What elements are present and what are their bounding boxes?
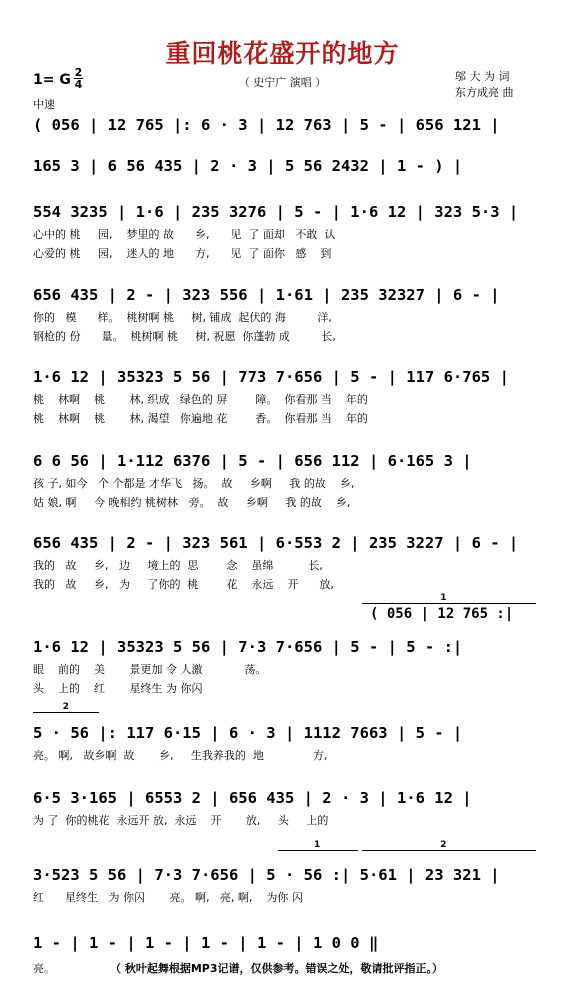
score-row-12 [33,930,537,956]
lyric-verse-1: 眼 前的 美 景更加 令 人激 荡。 [33,663,267,676]
score-row-11 [33,862,537,907]
notation-line: 656 435 | 2 - | 323 556 | 1·61 | 235 32327 | 6 - | [33,286,500,304]
time-top: 2 [74,66,83,79]
lyric-verse-2: 头 上的 红 星终生 为 你闪 [33,682,203,695]
volta-bracket-3 [278,840,358,857]
notation-line: 165 3 | 6 56 435 | 2 · 3 | 5 56 2432 | 1 - ) | [33,157,463,175]
volta-label: 1 [440,593,447,603]
score-row-8 [33,634,537,698]
volta-bracket-2 [33,702,99,719]
transcriber-footnote: （ 秋叶起舞根据MP3记谱，仅供参考。错误之处，敬请批评指正。） [110,962,443,975]
score-row-10 [33,785,537,830]
notation-line: 3·523 5 56 | 7·3 7·656 | 5 · 56 :| 5·61 | 23 321 | [33,866,500,884]
volta-label: 2 [62,702,69,712]
notation-line: 6 6 56 | 1·112 6376 | 5 - | 656 112 | 6·165 3 | [33,452,472,470]
score-row-1 [33,112,537,138]
score-row-6 [33,448,537,512]
lyric-verse-1: 孩 子, 如今 个 个都是 才华飞 扬。 故 乡啊 我 的故 乡, [33,477,355,490]
notation-line: 554 3235 | 1·6 | 235 3276 | 5 - | 1·6 12 | 323 5·3 | [33,203,519,221]
score-row-9 [33,720,537,765]
lyric-verse-1: 心中的 桃 园, 梦里的 故 乡, 见 了 面却 不敢 认 [33,228,336,241]
lyric-verse-1: 为 了 你的桃花 永远开 放, 永远 开 放, 头 上的 [33,814,329,827]
lyric-verse-1: 你的 模 样。 桃树啊 桃 树, 铺成 起伏的 海 洋, [33,311,332,324]
notation-line: 6·5 3·165 | 6553 2 | 656 435 | 2 · 3 | 1·6 12 | [33,789,472,807]
lyric-verse-1: 红 星终生 为 你闪 亮。 啊, 亮, 啊, 为你 闪 [33,891,303,904]
lyric-verse-2: 姑 娘, 啊 今 晚相约 桃树林 旁。 故 乡啊 我 的故 乡, [33,496,351,509]
final-lyric: 亮。 [33,962,55,975]
lyric-verse-2: 我的 故 乡, 为 了你的 桃 花 永远 开 放, [33,578,334,591]
lyricist-credit: 邬 大 为 词 [455,70,510,83]
notation-line: 656 435 | 2 - | 323 561 | 6·553 2 | 235 3227 | 6 - | [33,534,519,552]
lyric-verse-1: 亮。 啊, 故乡啊 故 乡, 生我养我的 地 方, [33,749,328,762]
key-signature: 1= G [33,72,71,88]
singer-credit: （ 史宁广 演唱 ） [238,76,327,89]
lyric-verse-2: 心爱的 桃 园, 迷人的 地 方, 见 了 面你 感 到 [33,247,332,260]
lyric-verse-1: 我的 故 乡, 边 境上的 思 念 虽绵 长, [33,559,323,572]
intro-repeat-phrase: ( 056 | 12 765 :| [370,606,514,622]
composer-credit: 东方成亮 曲 [455,86,514,99]
notation-line: 1·6 12 | 35323 5 56 | 7·3 7·656 | 5 - | 5 - :| [33,638,463,656]
notation-line: 1 - | 1 - | 1 - | 1 - | 1 - | 1 0 0 ‖ [33,934,379,952]
score-row-5 [33,364,537,428]
notation-line: ( 056 | 12 765 |: 6 · 3 | 12 763 | 5 - | 656 121 | [33,116,500,134]
score-row-2 [33,153,537,179]
notation-line: 5 · 56 |: 117 6·15 | 6 · 3 | 1112 7663 | 5 - | [33,724,463,742]
time-signature [74,67,83,90]
score-row-3 [33,199,537,263]
song-title: 重回桃花盛开的地方 [165,39,400,68]
tempo-marking: 中速 [33,98,55,111]
volta-label: 2 [440,840,447,850]
score-row-4 [33,282,537,346]
volta-bracket-4 [362,840,536,857]
lyric-verse-1: 桃 林啊 桃 林, 织成 绿色的 屏 障。 你看那 当 年的 [33,393,368,406]
time-bottom: 4 [74,78,83,91]
lyric-verse-2: 钢枪的 份 量。 桃树啊 桃 树, 祝愿 你蓬勃 成 长, [33,330,336,343]
lyric-verse-2: 桃 林啊 桃 林, 渴望 你遍地 花 香。 你看那 当 年的 [33,412,368,425]
volta-label: 1 [314,840,321,850]
notation-line: 1·6 12 | 35323 5 56 | 773 7·656 | 5 - | 117 6·765 | [33,368,509,386]
score-row-7 [33,530,537,594]
